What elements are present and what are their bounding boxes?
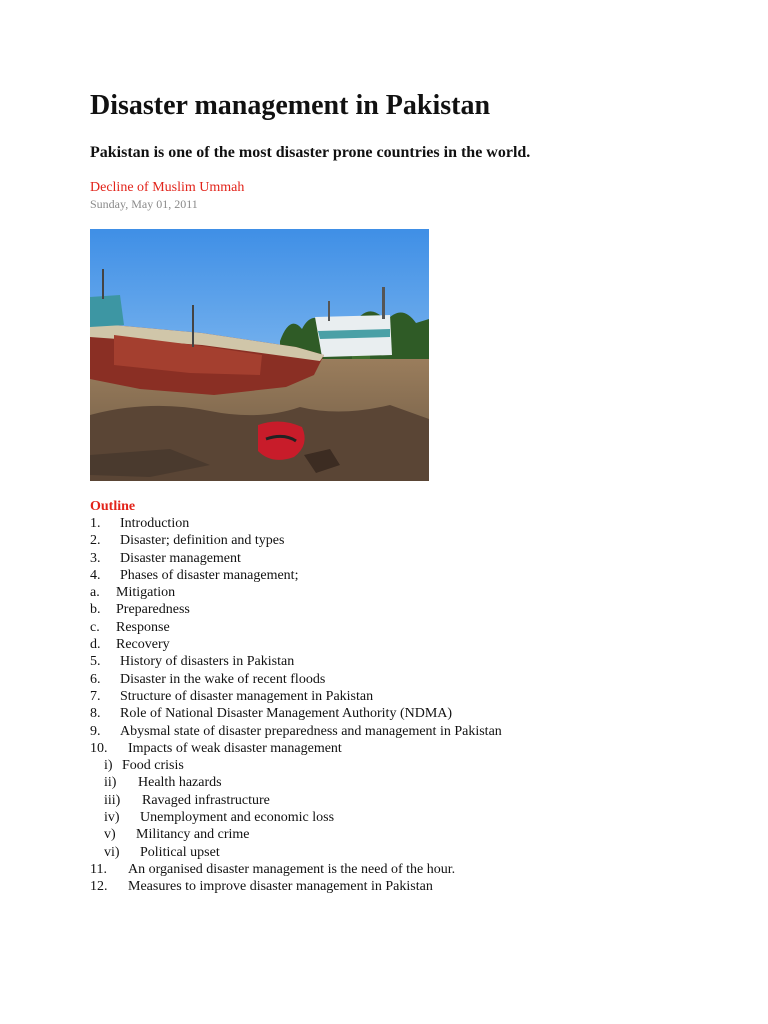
outline-heading: Outline: [90, 499, 136, 514]
outline-item-text: Impacts of weak disaster management: [128, 740, 342, 756]
page-subtitle: Pakistan is one of the most disaster prone countries in the world.: [90, 144, 531, 161]
outline-item-text: Disaster management: [120, 550, 241, 566]
outline-item-number: 4.: [90, 567, 101, 583]
outline-item-number: 3.: [90, 550, 101, 566]
outline-item-number: iii): [104, 792, 121, 808]
outline-item-text: Mitigation: [116, 585, 176, 601]
outline-item-number: c.: [90, 619, 100, 635]
outline-item-number: 2.: [90, 533, 101, 549]
outline-item-number: d.: [90, 637, 101, 653]
outline-item-text: Introduction: [120, 516, 190, 531]
outline-item-number: 11.: [90, 861, 107, 877]
outline-item-text: Unemployment and economic loss: [140, 810, 335, 826]
outline-item-text: Role of National Disaster Management Authority (NDMA): [120, 706, 453, 722]
outline-item-text: Ravaged infrastructure: [142, 792, 270, 808]
boat-wreck-image: [90, 229, 429, 481]
outline-item-number: b.: [90, 602, 101, 618]
outline-item-number: v): [104, 827, 116, 843]
disaster-photo: [90, 229, 429, 481]
outline-item-text: Structure of disaster management in Pakistan: [120, 688, 374, 704]
outline-item-text: Response: [116, 619, 170, 635]
outline-item-number: ii): [104, 775, 117, 791]
outline-item-text: Militancy and crime: [136, 827, 250, 843]
outline-item-text: Disaster; definition and types: [120, 533, 285, 549]
outline-item-number: 1.: [90, 516, 101, 531]
outline-item-text: Phases of disaster management;: [120, 567, 299, 583]
outline-item-number: 9.: [90, 723, 101, 739]
page-title: Disaster management in Pakistan: [90, 90, 491, 121]
outline-item-text: Preparedness: [116, 602, 190, 618]
outline-item-number: vi): [104, 844, 120, 860]
outline-item-number: 5.: [90, 654, 101, 670]
outline-item-text: Abysmal state of disaster preparedness and management in Pakistan: [120, 723, 502, 739]
outline-item-number: 7.: [90, 688, 101, 704]
source-label: Decline of Muslim Ummah: [90, 180, 245, 195]
outline-item-text: Political upset: [140, 844, 220, 860]
outline-item-text: Food crisis: [122, 758, 184, 774]
outline-item-text: Disaster in the wake of recent floods: [120, 671, 326, 687]
outline-item-number: 10.: [90, 740, 108, 756]
outline-item-number: 12.: [90, 879, 108, 895]
outline-item-text: Health hazards: [138, 775, 222, 791]
publish-date: Sunday, May 01, 2011: [90, 197, 198, 211]
outline-item-number: i): [104, 758, 113, 774]
outline-item-number: 8.: [90, 706, 101, 722]
outline-item-number: iv): [104, 810, 120, 826]
outline-item-text: An organised disaster management is the need of the hour.: [128, 861, 456, 877]
outline-item-text: Measures to improve disaster management in Pakistan: [128, 879, 433, 895]
outline-item-number: a.: [90, 585, 100, 601]
outline-item-number: 6.: [90, 671, 101, 687]
outline-item-text: Recovery: [116, 637, 170, 653]
outline-item-text: History of disasters in Pakistan: [120, 654, 295, 670]
